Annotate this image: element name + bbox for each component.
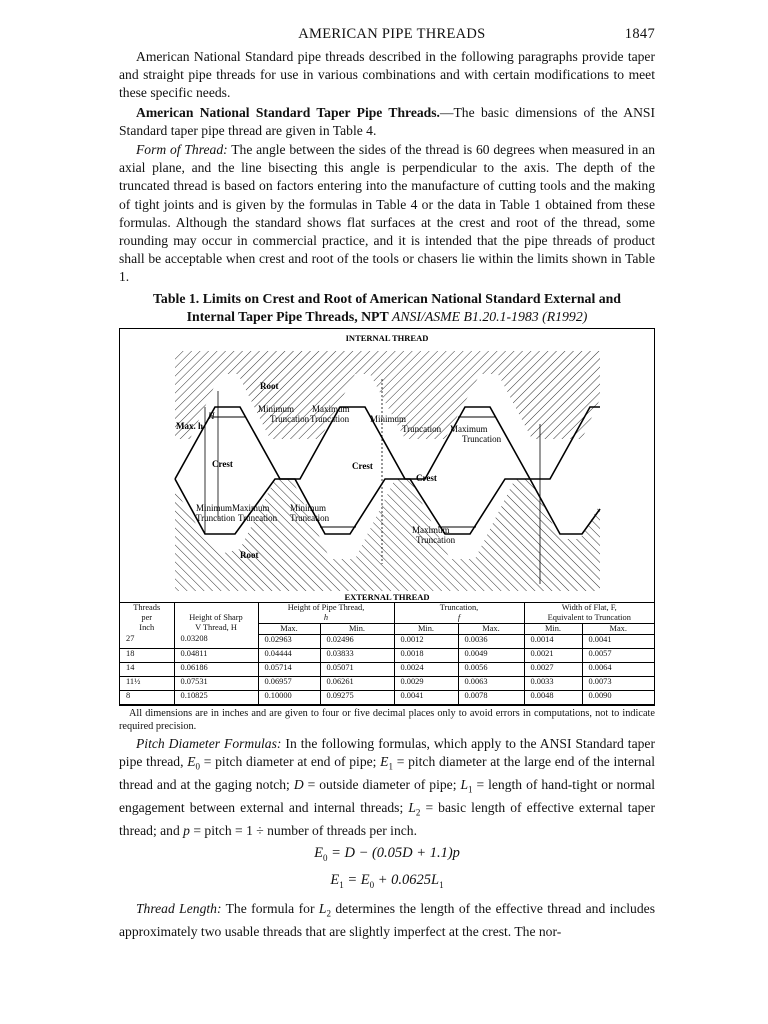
- svg-text:Truncation: Truncation: [290, 512, 330, 523]
- table-cell: 0.02963: [258, 634, 320, 648]
- caption-line-2: Internal Taper Pipe Threads, NPT ANSI/ASME B1.20.1-1983 (R1992): [186, 308, 588, 324]
- page-number: 1847: [624, 26, 655, 42]
- col-width-header: Width of Flat, F, Equivalent to Truncation: [547, 602, 631, 622]
- form-heading: Form of Thread:: [136, 142, 228, 158]
- taper-heading: American National Standard Taper Pipe Threads.: [136, 104, 440, 120]
- subhead-max: Max.: [458, 623, 524, 634]
- table-cell: 0.0041: [582, 634, 654, 648]
- table-cell: 0.0090: [582, 690, 654, 704]
- table-cell: 0.06186: [174, 662, 258, 676]
- svg-text:Root: Root: [260, 380, 279, 391]
- svg-text:Maximum: Maximum: [312, 403, 350, 414]
- table-cell: 0.09275: [320, 690, 394, 704]
- table-cell: 0.0078: [458, 690, 524, 704]
- table-cell: 0.0036: [458, 634, 524, 648]
- svg-text:Truncation: Truncation: [196, 512, 236, 523]
- svg-text:Maximum: Maximum: [412, 524, 450, 535]
- table-cell: 0.06261: [320, 676, 394, 690]
- subhead-min: Min.: [320, 623, 394, 634]
- svg-text:Truncation: Truncation: [462, 433, 502, 444]
- page-header: [119, 26, 655, 48]
- table-cell: 0.0012: [394, 634, 458, 648]
- table-row: [120, 676, 654, 690]
- table-cell: 0.03833: [320, 648, 394, 662]
- table-cell: 0.0064: [582, 662, 654, 676]
- caption-line-1: Table 1. Limits on Crest and Root of American National Standard External and: [153, 290, 621, 306]
- table-cell: 0.0027: [524, 662, 582, 676]
- svg-text:Minimum: Minimum: [258, 403, 295, 414]
- table-cell: 0.0057: [582, 648, 654, 662]
- svg-text:Maximum: Maximum: [232, 502, 270, 513]
- intro-paragraph: American National Standard pipe threads described in the following paragraphs provide taper and straight pipe threads for use in various combinations and with certain modifications to meet these specific needs.: [119, 49, 655, 101]
- subhead-min: Min.: [524, 623, 582, 634]
- table-cell: 0.10000: [258, 690, 320, 704]
- external-thread-label: EXTERNAL THREAD: [344, 591, 430, 602]
- svg-text:Crest: Crest: [416, 472, 437, 483]
- table-cell: 0.05714: [258, 662, 320, 676]
- thread-limits-table: [120, 603, 654, 705]
- document-page: [119, 26, 655, 941]
- form-text: The angle between the sides of the thread is 60 degrees when measured in an axial plane, and the line bisecting this angle is perpendicular to the axis. The depth of the truncated thread is based on factors entering into the manufacture of cutting tools and the making of tight joints and is given by the formulas in Table 4 or the data in Table 1 obtained from these formulas. Although the standard shows flat surfaces at the crest and root of the thread, some rounding may occur in commercial practice, and it is intended that the pipe threads of product shall be acceptable when crest and root of the tools or chasers lie within the limits shown in Table 1.: [119, 142, 656, 285]
- table-cell: 0.0041: [394, 690, 458, 704]
- table-cell: 0.06957: [258, 676, 320, 690]
- table-cell: 0.0056: [458, 662, 524, 676]
- col-height-sharp-header: Height of Sharp V Thread, H: [174, 603, 258, 635]
- table-cell: 14: [120, 662, 174, 676]
- table-row: [120, 662, 654, 676]
- form-paragraph: [119, 141, 655, 287]
- pitch-paragraph: Pitch Diameter Formulas: In the following formulas, which apply to the ANSI Standard taper pipe thread, $E_0$ = pitch diameter at end of pipe; $E_1$ = pitch diameter at the large end of the internal thread and at the gaging notch; D = outside diameter of pipe; $L_1$ = length of hand-tight or normal engagement between external and internal threads; $L_2$ = basic length of effective external taper thread; and p = pitch = 1 ÷ number of threads per inch.: [119, 735, 655, 838]
- svg-text:Minimum: Minimum: [196, 502, 233, 513]
- table-cell: 0.0018: [394, 648, 458, 662]
- table-cell: 18: [120, 648, 174, 662]
- length-paragraph: Thread Length: The formula for $L_2$ determines the length of the effective thread and includes approximately two usable threads that are slightly imperfect at the crest. The nor-: [119, 900, 655, 939]
- taper-text: —The basic dimensions of the ANSI Standard taper pipe thread are given in Table 4.: [119, 104, 655, 138]
- thread-diagram: [120, 329, 654, 602]
- table-cell: 0.07531: [174, 676, 258, 690]
- caption-standard: ANSI/ASME B1.20.1-1983 (R1992): [391, 308, 588, 324]
- external-thread-body: [175, 479, 600, 591]
- table-cell: 0.0048: [524, 690, 582, 704]
- thread-figure: [120, 329, 654, 603]
- table-cell: 0.02496: [320, 634, 394, 648]
- svg-text:Minimum: Minimum: [370, 413, 407, 424]
- table-cell: 8: [120, 690, 174, 704]
- svg-text:Minimum: Minimum: [290, 502, 327, 513]
- svg-text:Root: Root: [240, 549, 259, 560]
- table-cell: 0.0024: [394, 662, 458, 676]
- col-threads-header: Threads per Inch: [120, 603, 174, 635]
- table-row: [120, 648, 654, 662]
- table-cell: 0.0029: [394, 676, 458, 690]
- internal-thread-label: INTERNAL THREAD: [345, 332, 429, 343]
- taper-paragraph: [119, 104, 655, 140]
- svg-text:Truncation: Truncation: [402, 423, 442, 434]
- subhead-max: Max.: [258, 623, 320, 634]
- svg-text:Truncation: Truncation: [416, 534, 456, 545]
- svg-text:Truncation: Truncation: [238, 512, 278, 523]
- table-row: [120, 634, 654, 648]
- svg-text:Max. h: Max. h: [176, 420, 203, 431]
- table-cell: 0.0063: [458, 676, 524, 690]
- svg-text:Maximum: Maximum: [450, 423, 488, 434]
- col-height-pipe-header: Height of Pipe Thread, h: [258, 603, 394, 624]
- svg-text:Crest: Crest: [352, 460, 373, 471]
- table-cell: 0.0033: [524, 676, 582, 690]
- table-cell: 27: [120, 634, 174, 648]
- formula-e1: $E_1 = E_0 + 0.0625L_1$: [330, 871, 444, 890]
- svg-text:H: H: [208, 410, 215, 421]
- running-title: AMERICAN PIPE THREADS: [298, 26, 486, 42]
- table-row: [120, 690, 654, 704]
- table-cell: 0.0014: [524, 634, 582, 648]
- table-cell: 0.03208: [174, 634, 258, 648]
- table-cell: 0.05071: [320, 662, 394, 676]
- svg-text:Truncation: Truncation: [270, 413, 310, 424]
- subhead-min: Min.: [394, 623, 458, 634]
- table-cell: 0.0021: [524, 648, 582, 662]
- table-cell: 0.0073: [582, 676, 654, 690]
- formula-e0: $E_0 = D - (0.05D + 1.1)p$: [314, 844, 460, 863]
- svg-text:Crest: Crest: [212, 458, 233, 469]
- table-cell: 0.0049: [458, 648, 524, 662]
- table-note: All dimensions are in inches and are given to four or five decimal places only to avoid errors in computations, not to indicate required precision.: [119, 707, 655, 732]
- table-cell: 0.04811: [174, 648, 258, 662]
- svg-text:Truncation: Truncation: [310, 413, 350, 424]
- col-truncation-header: Truncation, f: [394, 603, 524, 624]
- internal-thread-body: [175, 351, 600, 439]
- table-box: [119, 328, 655, 706]
- table-cell: 0.04444: [258, 648, 320, 662]
- table-caption: [119, 290, 655, 326]
- table-cell: 11½: [120, 676, 174, 690]
- table-cell: 0.10825: [174, 690, 258, 704]
- subhead-max: Max.: [582, 623, 654, 634]
